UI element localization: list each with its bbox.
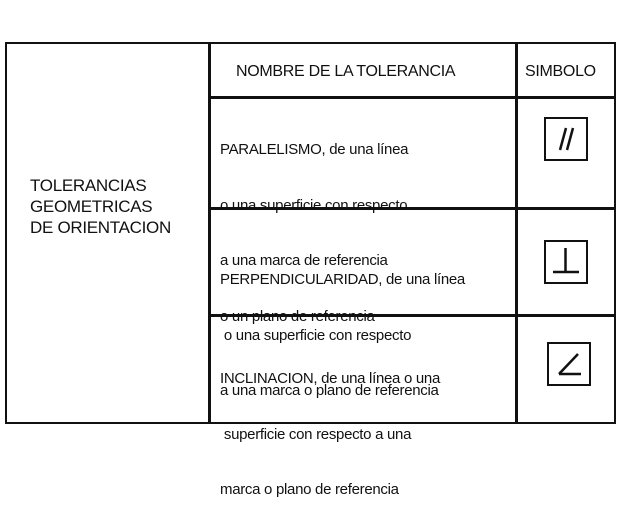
column-divider-right (515, 42, 518, 424)
perpendicularity-icon (544, 240, 588, 284)
description-line: PARALELISMO, de una línea (220, 141, 409, 158)
description-line: o una superficie con respecto (220, 326, 412, 344)
header-symbol: SIMBOLO (525, 63, 596, 80)
header-name: NOMBRE DE LA TOLERANCIA (236, 63, 456, 80)
description-line: o un plano de referencia (220, 307, 375, 325)
description-line: a una marca de referencia (220, 252, 388, 269)
parallelism-icon (544, 117, 588, 161)
description-line: PERPENDICULARIDAD, de una línea (220, 271, 465, 288)
description-line: o una superficie con respecto (220, 196, 408, 214)
description-line: marca o plano de referencia (220, 481, 399, 498)
category-line: DE ORIENTACION (30, 218, 171, 237)
category-label (30, 175, 200, 238)
category-line: GEOMETRICAS (30, 197, 153, 216)
description-line: INCLINACION, de una línea o una (220, 370, 440, 387)
row-description (220, 333, 440, 518)
column-divider-left (208, 42, 211, 424)
category-line: TOLERANCIAS (30, 176, 147, 195)
angularity-icon (547, 342, 591, 386)
header-divider (208, 96, 616, 99)
description-line: superficie con respecto a una (220, 425, 412, 443)
description-line: a una marca o plano de referencia (220, 382, 439, 399)
